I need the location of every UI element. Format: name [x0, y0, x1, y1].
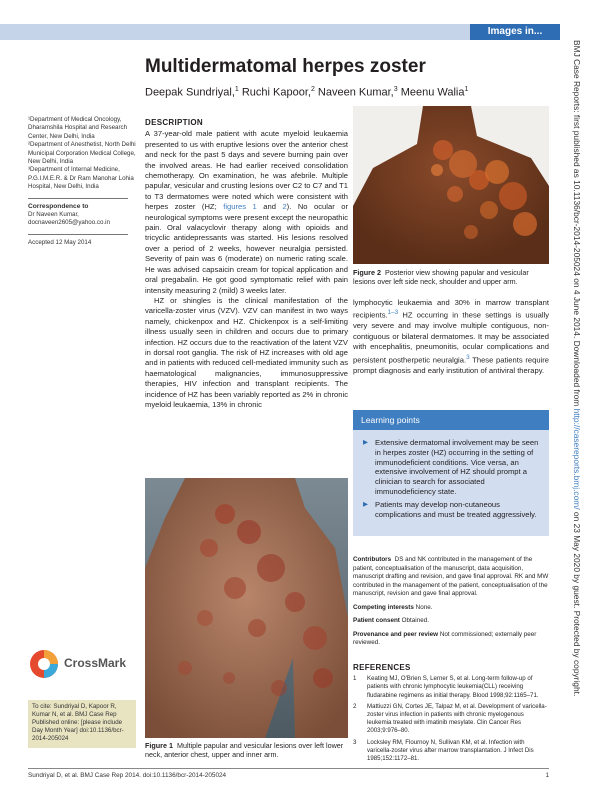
author-affil-sup: 3	[393, 86, 398, 93]
meta-label: Patient consent	[353, 617, 400, 624]
text-run: BMJ Case Reports: first published as 10.1136/bcr-2014-205024 on 4 June 2014. Downloaded from	[572, 40, 582, 409]
author-affil-sup: 1	[464, 86, 469, 93]
paragraph	[353, 298, 549, 376]
text-run: These patients require prompt diagnosis and early institution of antiviral therapy.	[353, 355, 549, 375]
affiliation: ²Department of Anesthetist, North Delhi Municipal Corporation Medical College, New Delhi, India	[28, 141, 136, 166]
article-meta	[353, 556, 549, 653]
references	[353, 664, 549, 766]
correspondence-name: Dr Naveen Kumar,	[28, 211, 79, 219]
meta-label: Contributors	[353, 556, 392, 563]
figure-label: Figure 1	[145, 741, 173, 750]
author-name: Deepak Sundriyal,	[145, 86, 235, 99]
copyright-notice	[572, 40, 582, 785]
site-link[interactable]: http://casereports.bmj.com/	[572, 408, 582, 510]
accepted-date: Accepted 12 May 2014	[28, 238, 92, 246]
meta-label: Competing interests	[353, 603, 414, 611]
provenance	[353, 631, 549, 648]
list-item	[363, 438, 539, 497]
figure-2-image	[353, 106, 549, 264]
references-heading: REFERENCES	[353, 663, 411, 672]
triangle-bullet-icon: ▶	[363, 500, 368, 508]
triangle-bullet-icon: ▶	[363, 439, 368, 446]
figure-link[interactable]: 2	[282, 202, 287, 212]
affiliations-block	[28, 116, 136, 247]
text-run: lymphocytic leukaemia and 30% in marrow transplant recipients.	[353, 298, 549, 320]
reference-number: 2	[353, 702, 357, 710]
caption-text: Posterior view showing papular and vesicular lesions over left side neck, shoulder and upper arm.	[353, 268, 529, 287]
side-banner	[566, 40, 586, 785]
reference-text: Locksley RM, Flournoy N, Sullivan KM, et al. Infection with varicella-zoster virus after marrow transplantation. J Infect Dis 1985;152:1172–81.	[367, 738, 534, 763]
meta-label: Provenance and peer review	[353, 630, 439, 638]
crossmark-icon	[28, 647, 60, 681]
citation-sup[interactable]: 1–3	[387, 309, 399, 317]
crossmark-badge[interactable]	[28, 647, 136, 681]
figure-link[interactable]: figures 1	[223, 202, 257, 212]
meta-text: DS and NK contributed in the management of the patient, conceptualisation of the manuscript, data acquisition, manuscript drafting and revision, and gave final approval. RK and MW contributed in the management of the patient, conceptualisation of the manuscript, revision and gave final approval.	[353, 556, 549, 597]
divider	[28, 234, 128, 235]
paragraph: HZ or shingles is the clinical manifestation of the varicella-zoster virus (VZV). VZV can manifest in two ways namely, chickenpox and HZ. Chickenpox is a self-limiting illness usually seen in children and occurs due to primary infection. HZ occurs due to the reactivation of the latent VZV in dorsal root ganglia. The risk of HZ increases with old age and in patients with reduced cell-mediated immunity such as haematological malignancies, immunosuppressive therapies, HIV infection and transplant recipients. The incidence of HZ has been variably reported as 2% in chronic myeloid leukaemia, 13% in chronic	[145, 295, 348, 409]
meta-text: Obtained.	[401, 617, 429, 624]
author-name: Meenu Walia	[397, 86, 465, 99]
text-run: on 23 May 2020 by guest. Protected by copyright.	[572, 509, 582, 697]
competing-interests	[353, 604, 549, 613]
author-name: Naveen Kumar,	[314, 86, 394, 99]
section-tab: Images in...	[470, 24, 560, 40]
correspondence-heading: Correspondence to	[28, 202, 89, 210]
crossmark-label: CrossMark	[64, 656, 127, 670]
author-list	[145, 86, 468, 99]
citation-sup[interactable]: 3	[466, 353, 470, 361]
section-heading: DESCRIPTION	[145, 118, 203, 127]
learning-points-list	[353, 430, 549, 519]
author-affil-sup: 1	[234, 86, 239, 93]
divider	[28, 198, 128, 199]
article-title: Multidermatomal herpes zoster	[145, 56, 426, 77]
meta-text: Not commissioned; externally peer reviewed.	[353, 630, 537, 646]
cite-box: To cite: Sundriyal D, Kapoor R, Kumar N, et al. BMJ Case Rep Published online: [please include Day Month Year] doi:10.1136/bcr-2014-205024	[28, 700, 136, 748]
figure-1-image	[145, 478, 348, 738]
figure-label: Figure 2	[353, 268, 381, 277]
figure-2-caption	[353, 268, 549, 287]
reference-text: Keating MJ, O'Brien S, Lerner S, et al. Long-term follow-up of patients with chronic lymphocytic leukemia(CLL) receiving fludarabine regimens as initial therapy. Blood 1998;92:1165–71.	[367, 675, 539, 699]
reference-item	[353, 703, 549, 736]
body-column-left	[145, 118, 348, 410]
reference-text: Mattiuzzi GN, Cortes JE, Talpaz M, et al. Development of varicella-zoster virus infection in patients with chronic myelogenous leukemia treated with imatinib mesylate. Clin Cancer Res 2003;9:976–80.	[367, 702, 547, 735]
body-column-right	[353, 298, 549, 376]
text-run: HZ occurring in these settings is usually very severe and may involve multiple contiguous, non-contiguous or bilateral dermatomes. It may be associated with encephalitis, pneumonitis, ocular complications and persistent postherpetic neuralgia.	[353, 310, 549, 365]
patient-consent	[353, 617, 549, 626]
footer-citation: Sundriyal D, et al. BMJ Case Rep 2014. doi:10.1136/bcr-2014-205024	[28, 772, 227, 779]
text-run: A 37-year-old male patient with acute myeloid leukaemia presented to us with eruptive lesions over the anterior chest and neck for the past 5 days and severe burning pain over the involved areas. He had earlier received consolidation chemotherapy. On examination, he was afebrile. Multiple papular, vesicular and crusting lesions over C2 to C7 and T1 to T3 dermatomes were noted which were consistent with herpes zoster (HZ;	[145, 129, 348, 212]
reference-item	[353, 675, 549, 700]
reference-list	[353, 675, 549, 763]
meta-text: None.	[415, 603, 433, 611]
learning-points-box	[353, 410, 549, 536]
reference-number: 3	[353, 738, 357, 746]
paragraph	[145, 129, 348, 296]
affiliation: ¹Department of Medical Oncology, Dharamshila Hospital and Research Center, New Delhi, India	[28, 116, 128, 140]
caption-text: Multiple papular and vesicular lesions over left lower neck, anterior chest, upper and inner arm.	[145, 741, 344, 760]
reference-number: 1	[353, 675, 357, 683]
page-number: 1	[545, 772, 549, 779]
list-item-text: Extensive dermatomal involvement may be seen in herpes zoster (HZ) occurring in the setting of immunodeficient conditions. Vice versa, an extensive involvement of HZ should prompt a clinician to search for associated immunodeficiency state.	[375, 438, 539, 496]
affiliation: ³Department of Internal Medicine, P.G.I.M.E.R. & Dr Ram Manohar Lohia Hospital, New Delhi, India	[28, 166, 134, 191]
text-run: ). No ocular or neurological symptoms were present except the neuropathic pain. Oral valacyclovir therapy along with opioids and tricyclic antidepressants was started. His lesions resolved over a period of 2 weeks, however neuralgia persisted. Severity of pain was 6 (moderate) on numeric rating scale. He was advised capsaicin cream for topical application and oral pregabalin. He got good symptomatic relief with pain intensity measuring 2 (mild) 3 weeks later.	[145, 202, 348, 295]
figure-1-caption	[145, 741, 348, 760]
page-footer	[28, 772, 549, 782]
contributors	[353, 556, 549, 599]
list-item-text: Patients may develop non-cutaneous complications and must be treated aggressively.	[375, 499, 537, 519]
author-name: Ruchi Kapoor,	[238, 86, 311, 99]
author-affil-sup: 2	[310, 86, 315, 93]
list-item	[363, 499, 539, 520]
footer-divider	[28, 768, 549, 769]
text-run: and	[256, 202, 283, 212]
correspondence-email[interactable]: docnaveen2605@yahoo.co.in	[28, 219, 110, 227]
learning-points-heading: Learning points	[353, 410, 549, 430]
reference-item	[353, 739, 549, 764]
